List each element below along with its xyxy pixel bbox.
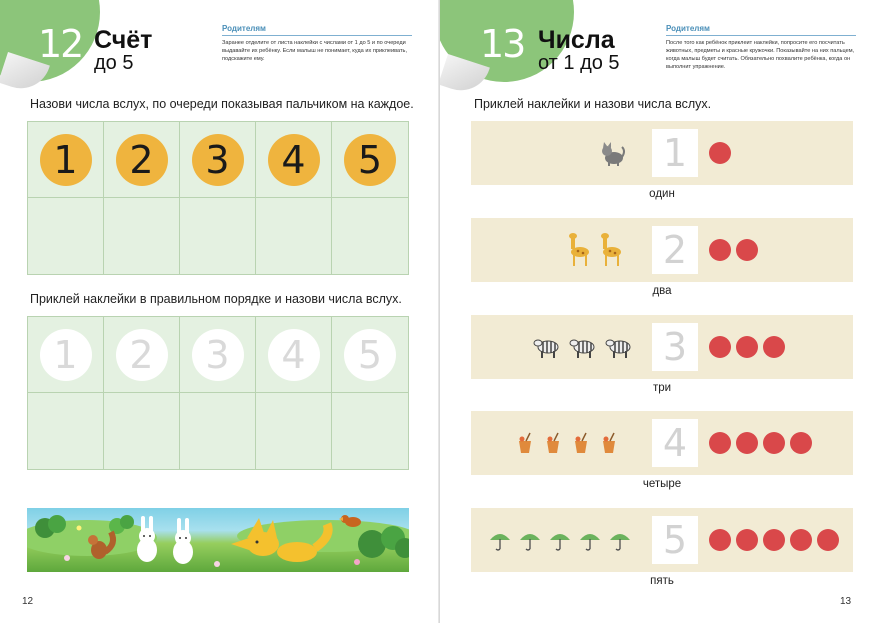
items-group xyxy=(533,327,633,367)
grid-cell xyxy=(332,122,408,198)
instruction: Приклей наклейки и назови числа вслух. xyxy=(474,97,712,111)
grid-cell xyxy=(332,317,408,393)
red-dot xyxy=(763,529,785,551)
dots-group xyxy=(709,142,731,164)
sticker-slot[interactable]: 2 xyxy=(116,329,168,381)
parents-text: После того как ребёнок приклеит наклейки, попросите его посчитать животных, предметы и красные кружочки. Показывайте на них пальцем, когда малыш будет считать. Обязательно похвалите ребёнка, когда он выполнит упражнение. xyxy=(666,40,855,70)
rabbit-icon xyxy=(173,518,193,564)
red-dot xyxy=(817,529,839,551)
parents-note xyxy=(666,24,856,71)
red-dot xyxy=(736,336,758,358)
count-row-1 xyxy=(471,121,853,185)
giraffe-icon xyxy=(599,233,623,267)
red-dot xyxy=(736,432,758,454)
number-grid xyxy=(27,121,409,275)
sticker-slot[interactable]: 2 xyxy=(652,226,698,274)
sticker-slot[interactable]: 3 xyxy=(652,323,698,371)
items-group xyxy=(489,520,631,560)
grid-cell xyxy=(256,317,332,393)
zebra-icon xyxy=(533,335,561,359)
number-word: пять xyxy=(650,575,674,587)
empty-cell[interactable] xyxy=(180,393,256,469)
items-group xyxy=(567,230,623,270)
zebra-icon xyxy=(569,335,597,359)
items-group xyxy=(515,423,619,463)
red-dot xyxy=(790,432,812,454)
number-circle[interactable]: 3 xyxy=(192,134,244,186)
page-number: 12 xyxy=(22,596,34,607)
empty-cell[interactable] xyxy=(332,393,408,469)
page-subtitle: до 5 xyxy=(94,52,134,74)
number-circle[interactable]: 2 xyxy=(116,134,168,186)
grid-cell xyxy=(180,317,256,393)
red-dot xyxy=(736,529,758,551)
instruction-2: Приклей наклейки в правильном порядке и назови числа вслух. xyxy=(30,292,402,306)
dots-group xyxy=(709,336,785,358)
grid-cell xyxy=(28,122,104,198)
count-row-4 xyxy=(471,411,853,475)
badge-number: 13 xyxy=(480,22,525,66)
count-row-2 xyxy=(471,218,853,282)
number-word: четыре xyxy=(642,478,682,490)
sticker-slot[interactable]: 5 xyxy=(344,329,396,381)
parents-text: Заранее отделите от листа наклейки с числами от 1 до 5 и по очереди выдавайте их ребёнку. Если малыш не понимает, куда их приклеивать, подскажите ему. xyxy=(222,40,408,62)
number-circle[interactable]: 1 xyxy=(40,134,92,186)
rabbit-icon xyxy=(137,516,157,562)
sticker-grid xyxy=(27,316,409,470)
red-dot xyxy=(709,239,731,261)
umbrella-icon xyxy=(579,529,601,551)
red-dot xyxy=(763,336,785,358)
parents-note xyxy=(222,24,412,63)
sticker-slot[interactable]: 1 xyxy=(40,329,92,381)
dots-group xyxy=(709,432,812,454)
cup-icon xyxy=(515,431,535,455)
cat-icon xyxy=(598,139,626,167)
number-word: два xyxy=(652,285,672,297)
empty-cell[interactable] xyxy=(104,198,180,274)
umbrella-icon xyxy=(489,529,511,551)
right-page xyxy=(440,0,880,623)
sticker-slot[interactable]: 4 xyxy=(268,329,320,381)
empty-cell[interactable] xyxy=(180,198,256,274)
red-dot xyxy=(709,336,731,358)
giraffe-icon xyxy=(567,233,591,267)
grid-cell xyxy=(104,122,180,198)
grid-cell xyxy=(180,122,256,198)
empty-cell[interactable] xyxy=(28,198,104,274)
sticker-slot[interactable]: 4 xyxy=(652,419,698,467)
number-circle[interactable]: 5 xyxy=(344,134,396,186)
sticker-slot[interactable]: 1 xyxy=(652,129,698,177)
count-row-3 xyxy=(471,315,853,379)
empty-cell[interactable] xyxy=(256,393,332,469)
page-title: Числа xyxy=(538,26,615,54)
umbrella-icon xyxy=(549,529,571,551)
sticker-slot[interactable]: 5 xyxy=(652,516,698,564)
zebra-icon xyxy=(605,335,633,359)
red-dot xyxy=(709,432,731,454)
items-group xyxy=(598,133,626,173)
dots-group xyxy=(709,529,839,551)
red-dot xyxy=(736,239,758,261)
dots-group xyxy=(709,239,758,261)
page-title: Счёт xyxy=(94,26,153,54)
number-word: один xyxy=(649,188,675,200)
page-number: 13 xyxy=(840,596,852,607)
red-dot xyxy=(709,142,731,164)
page-subtitle: от 1 до 5 xyxy=(538,52,620,74)
number-word: три xyxy=(652,382,672,394)
cup-icon xyxy=(571,431,591,455)
grid-cell xyxy=(256,122,332,198)
grid-cell xyxy=(28,317,104,393)
empty-cell[interactable] xyxy=(332,198,408,274)
red-dot xyxy=(709,529,731,551)
grid-cell xyxy=(104,317,180,393)
cup-icon xyxy=(543,431,563,455)
empty-cell[interactable] xyxy=(256,198,332,274)
instruction-1: Назови числа вслух, по очереди показывая пальчиком на каждое. xyxy=(30,97,414,111)
red-dot xyxy=(763,432,785,454)
number-circle[interactable]: 4 xyxy=(268,134,320,186)
umbrella-icon xyxy=(519,529,541,551)
red-dot xyxy=(790,529,812,551)
badge-number: 12 xyxy=(38,22,83,66)
parents-heading: Родителям xyxy=(666,24,856,36)
count-row-5 xyxy=(471,508,853,572)
meadow-illustration xyxy=(27,508,409,572)
empty-cell[interactable] xyxy=(104,393,180,469)
umbrella-icon xyxy=(609,529,631,551)
cup-icon xyxy=(599,431,619,455)
sticker-slot[interactable]: 3 xyxy=(192,329,244,381)
parents-heading: Родителям xyxy=(222,24,412,36)
empty-cell[interactable] xyxy=(28,393,104,469)
